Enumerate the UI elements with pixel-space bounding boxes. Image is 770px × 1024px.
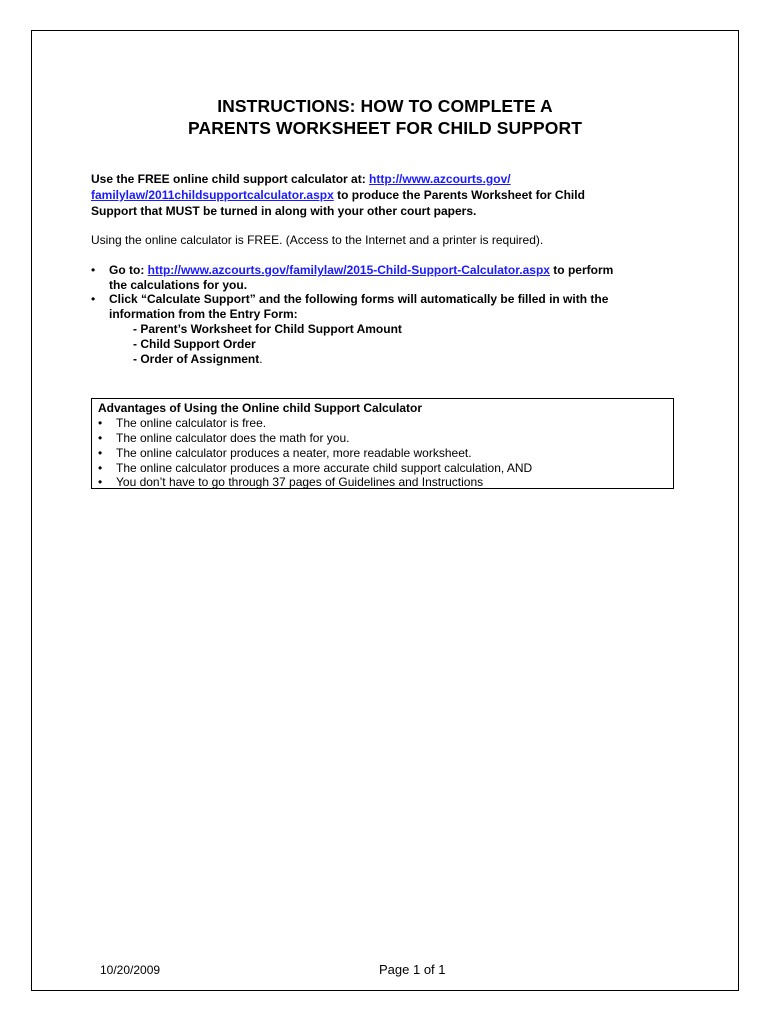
calculator-link-2015[interactable]: http://www.azcourts.gov/familylaw/2015-Child-Support-Calculator.aspx	[147, 263, 550, 277]
go-to-suffix: to perform	[549, 263, 614, 277]
intro-line-1	[91, 171, 691, 187]
bullet-icon: •	[98, 446, 103, 460]
bullet-icon: •	[91, 263, 96, 277]
free-note: Using the online calculator is FREE. (Access to the Internet and a printer is required).	[91, 233, 544, 247]
intro-prefix: Use the FREE online child support calculator at:	[91, 172, 370, 186]
calculator-link-2011-part-1[interactable]: http://www.azcourts.gov/	[369, 172, 511, 186]
trailing-period: .	[259, 352, 263, 366]
page-number: Page 1 of 1	[379, 962, 446, 977]
intro-suffix: to produce the Parents Worksheet for Child	[333, 188, 585, 202]
page-title-line-1: INSTRUCTIONS: HOW TO COMPLETE A	[217, 96, 553, 116]
form-item-order-of-assignment: - Order of Assignment.	[133, 352, 263, 366]
click-calculate-line-1: Click “Calculate Support” and the following forms will automatically be filled in with the	[109, 292, 609, 306]
bullet-icon: •	[98, 416, 103, 430]
calculator-link-2011-part-2[interactable]: familylaw/2011childsupportcalculator.aspx	[91, 188, 334, 202]
advantages-heading: Advantages of Using the Online child Support Calculator	[98, 401, 423, 415]
advantages-box: Advantages of Using the Online child Support Calculator • The online calculator is free. • The online calculator does the math for you. • The online calculator produces a neater, more readable worksheet. • The online calculator produces a more accurate child support calculation, AND • You don’t have to go through 37 pages of Guidelines and Instructions	[91, 398, 674, 489]
bullet-icon: •	[91, 292, 96, 306]
go-to-label: Go to:	[109, 263, 148, 277]
bullet-icon: •	[98, 431, 103, 445]
form-item-worksheet: - Parent’s Worksheet for Child Support Amount	[133, 322, 402, 336]
go-to-line-2: the calculations for you.	[109, 278, 248, 292]
click-calculate-line-2: information from the Entry Form:	[109, 307, 298, 321]
bullet-icon: •	[98, 475, 103, 489]
form-item-support-order: - Child Support Order	[133, 337, 256, 351]
footer-date: 10/20/2009	[100, 963, 161, 977]
bullet-icon: •	[98, 461, 103, 475]
page-title-line-2: PARENTS WORKSHEET FOR CHILD SUPPORT	[187, 118, 583, 138]
intro-line-2	[91, 187, 691, 203]
intro-line-3: Support that MUST be turned in along with your other court papers.	[91, 204, 477, 218]
